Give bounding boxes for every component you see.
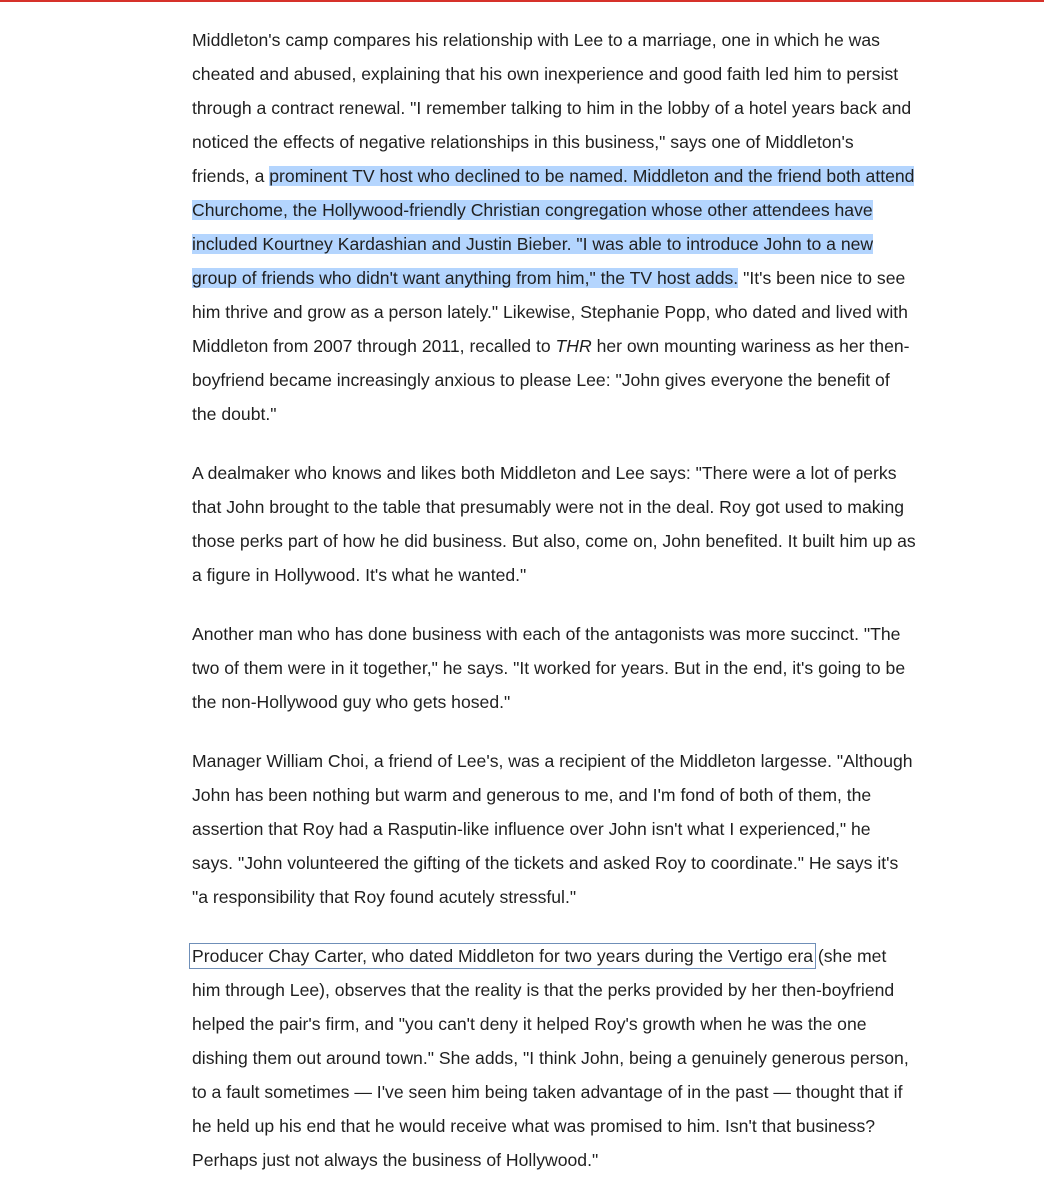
paragraph-text: Middleton's camp compares his relationship with Lee to a marriage, one in which he was cheated and abused, explaining that his own inexperience and good faith led him to persist through a contract renewal. "I remember talking to him in the lobby of a hotel years back and noticed the effects of negative relationships in this business," says one of Middleton's friends, a xyxy=(192,30,912,186)
paragraph-text: her own mounting wariness as her then-boyfriend became increasingly anxious to please Lee: "John gives everyone the benefit of the doubt." xyxy=(192,336,910,424)
top-accent-rule xyxy=(0,0,1044,2)
paragraph-text: Another man who has done business with each of the antagonists was more succinct. "The two of them were in it together," he says. "It worked for years. But in the end, it's going to be the non-Hollywood guy who gets hosed." xyxy=(192,624,906,712)
selected-text-highlight[interactable]: prominent TV host who declined to be named. Middleton and the friend both attend Churchome, the Hollywood-friendly Christian congregation whose other attendees have included Kourtney Kardashian and Justin Bieber. "I was able to introduce John to a new group of friends who didn't want anything from him," the TV host adds. xyxy=(192,166,915,288)
article-paragraph xyxy=(192,456,916,592)
article-paragraph xyxy=(192,617,916,719)
article-paragraph xyxy=(192,23,916,431)
paragraph-text: A dealmaker who knows and likes both Middleton and Lee says: "There were a lot of perks that John brought to the table that presumably were not in the deal. Roy got used to making those perks part of how he did business. But also, come on, John benefited. It built him up as a figure in Hollywood. It's what he wanted." xyxy=(192,463,916,585)
focused-text-box[interactable]: Producer Chay Carter, who dated Middleton for two years during the Vertigo era xyxy=(192,946,814,966)
article-paragraph xyxy=(192,939,916,1177)
article-body xyxy=(192,23,916,1202)
paragraph-text: Manager William Choi, a friend of Lee's, was a recipient of the Middleton largesse. "Although John has been nothing but warm and generous to me, and I'm fond of both of them, the assertion that Roy had a Rasputin-like influence over John isn't what I experienced," he says. "John volunteered the gifting of the tickets and asked Roy to coordinate." He says it's "a responsibility that Roy found acutely stressful." xyxy=(192,751,913,907)
article-paragraph xyxy=(192,744,916,914)
publication-name-italic: THR xyxy=(555,336,592,356)
paragraph-text: "It's been nice to see him thrive and grow as a person lately." Likewise, Stephanie Popp, who dated and lived with Middleton from 2007 through 2011, recalled to xyxy=(192,268,908,356)
paragraph-text: (she met him through Lee), observes that the reality is that the perks provided by her then-boyfriend helped the pair's firm, and "you can't deny it helped Roy's growth when he was the one dishing them out around town." She adds, "I think John, being a genuinely generous person, to a fault sometimes — I've seen him being taken advantage of in the past — thought that if he held up his end that he would receive what was promised to him. Isn't that business? Perhaps just not always the business of Hollywood." xyxy=(192,946,909,1170)
